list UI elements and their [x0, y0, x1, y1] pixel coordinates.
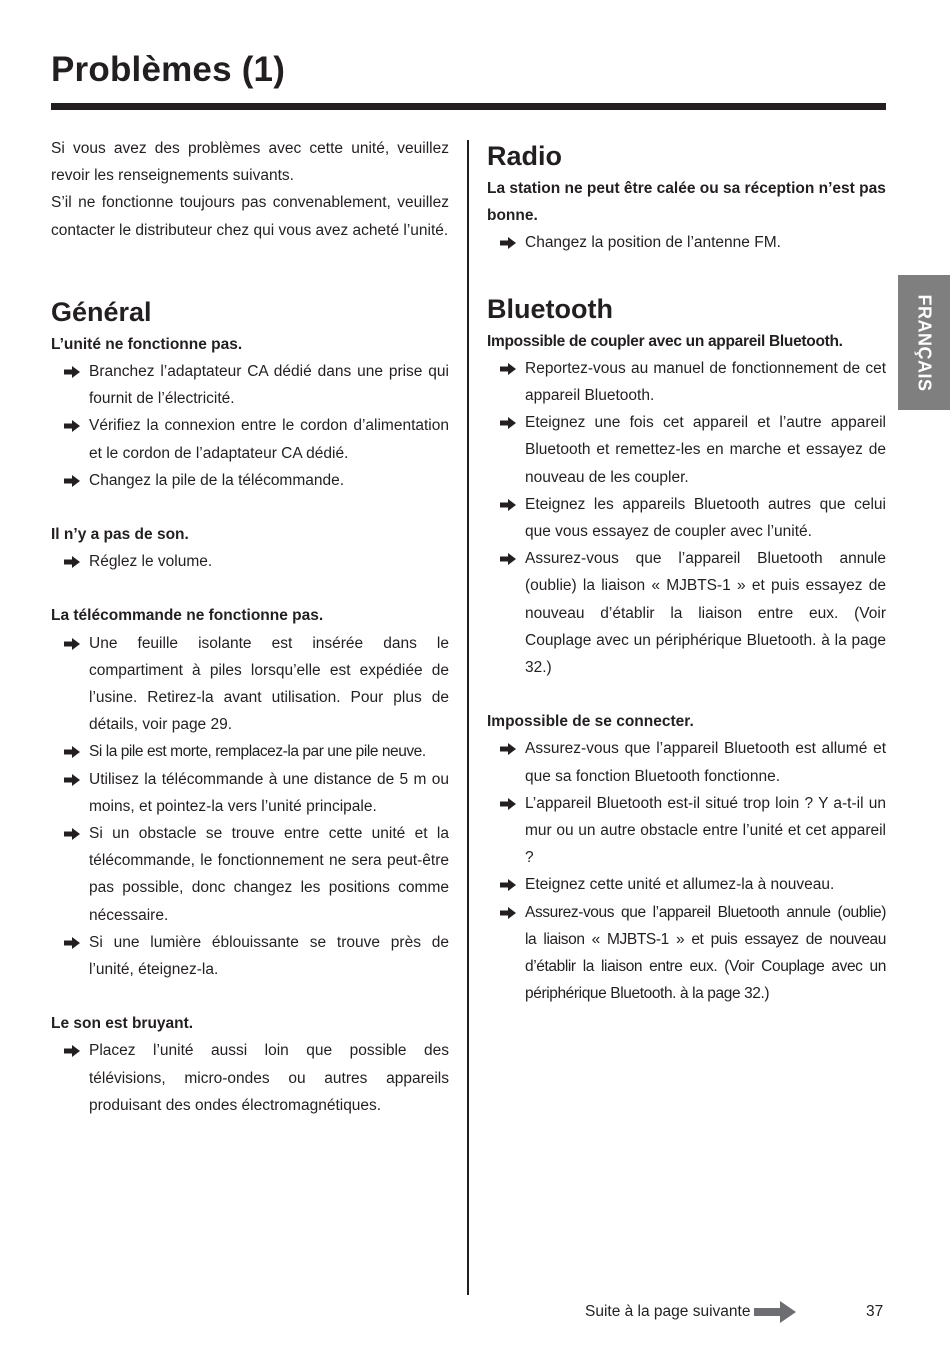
continue-note [585, 1300, 796, 1324]
question: La télécommande ne fonctionne pas. [51, 607, 324, 625]
question: Impossible de se connecter. [487, 713, 694, 731]
intro [51, 135, 449, 244]
language-tab [898, 275, 950, 410]
answer-item [51, 738, 449, 765]
arrow-right-icon [64, 1037, 82, 1064]
column-divider [467, 140, 469, 1295]
answer-text: Vérifiez la connexion entre le cordon d’alimentation et le cordon de l’adaptateur CA dédié. [89, 417, 449, 462]
arrow-right-icon [64, 358, 82, 385]
question: Impossible de coupler avec un appareil Bluetooth. [487, 332, 843, 350]
answer-text: Assurez-vous que l’appareil Bluetooth est allumé et que sa fonction Bluetooth fonctionne. [525, 740, 886, 785]
arrow-right-icon [500, 545, 518, 572]
answer-item [487, 229, 886, 256]
answer-list [487, 735, 886, 1007]
answer-list [487, 355, 886, 681]
answer-text: Eteignez une fois cet appareil et l’autre appareil Bluetooth et remettez-les en marche et essayez de nouveau de les coupler. [525, 414, 886, 486]
answer-list [487, 229, 886, 256]
arrow-right-icon [500, 355, 518, 382]
continue-text: Suite à la page suivante [585, 1303, 751, 1320]
answer-item [51, 412, 449, 466]
answer-item [487, 735, 886, 789]
arrow-right-icon [64, 766, 82, 793]
arrow-right-icon [500, 409, 518, 436]
answer-text: Branchez l’adaptateur CA dédié dans une prise qui fournit de l’électricité. [89, 363, 449, 408]
answer-text: Une feuille isolante est insérée dans le compartiment à piles lorsqu’elle est expédiée de l’usine. Retirez-la avant utilisation. Pour plus de détails, voir page 29. [89, 634, 449, 734]
answer-item [487, 355, 886, 409]
arrow-right-icon [500, 790, 518, 817]
arrow-right-icon [64, 412, 82, 439]
answer-item [487, 545, 886, 681]
arrow-right-icon [500, 871, 518, 898]
right-column [487, 135, 886, 1007]
answer-text: Reportez-vous au manuel de fonctionnement de cet appareil Bluetooth. [525, 359, 886, 405]
question: La station ne peut être calée ou sa réception n’est pas bonne. [487, 180, 886, 225]
page-title: Problèmes (1) [51, 50, 286, 89]
answer-text: Si une lumière éblouissante se trouve près de l’unité, éteignez-la. [89, 933, 449, 979]
answer-item [51, 548, 449, 575]
answer-text: Placez l’unité aussi loin que possible des télévisions, micro-ondes ou autres appareils produisant des ondes électromagnétiques. [89, 1042, 449, 1114]
answer-item [51, 766, 449, 820]
answer-text: Réglez le volume. [89, 553, 213, 571]
arrow-right-icon [64, 548, 82, 575]
answer-item [487, 899, 886, 1008]
answer-text: Eteignez les appareils Bluetooth autres que celui que vous essayez de coupler avec l’unité. [525, 495, 886, 541]
title-rule [51, 103, 886, 110]
section-heading-bluetooth: Bluetooth [487, 293, 613, 324]
answer-item [51, 1037, 449, 1119]
section-heading-general: Général [51, 296, 152, 327]
arrow-right-icon [64, 630, 82, 657]
question: Le son est bruyant. [51, 1015, 194, 1033]
intro-paragraph: Si vous avez des problèmes avec cette unité, veuillez revoir les renseignements suivants. [51, 140, 449, 185]
answer-item [51, 467, 449, 494]
answer-text: Si un obstacle se trouve entre cette unité et la télécommande, le fonctionnement ne sera peut-être pas possible, donc changez les positions comme nécessaire. [89, 825, 449, 924]
language-tab-label: FRANÇAIS [914, 294, 935, 391]
arrow-right-icon [500, 899, 518, 926]
answer-text: Changez la pile de la télécommande. [89, 471, 345, 489]
answer-item [487, 491, 886, 545]
answer-list [51, 630, 449, 984]
arrow-right-icon [754, 1301, 796, 1323]
page-number: 37 [866, 1303, 884, 1320]
answer-item [51, 630, 449, 739]
answer-item [487, 790, 886, 872]
intro-paragraph: S’il ne fonctionne toujours pas convenablement, veuillez contacter le distributeur chez qui vous avez acheté l’unité. [51, 194, 449, 239]
answer-list [51, 358, 449, 494]
arrow-right-icon [64, 929, 82, 956]
answer-list [51, 1037, 449, 1119]
question: L’unité ne fonctionne pas. [51, 335, 243, 353]
answer-text: Utilisez la télécommande à une distance de 5 m ou moins, et pointez-la vers l’unité principale. [89, 770, 449, 815]
answer-text: Assurez-vous que l’appareil Bluetooth annule (oublie) la liaison « MJBTS-1 » et puis essayez de nouveau d’établir la liaison entre eux. (Voir Couplage avec un périphérique Bluetooth. à la page 32.) [525, 903, 886, 1003]
answer-item [51, 358, 449, 412]
answer-text: Assurez-vous que l’appareil Bluetooth annule (oublie) la liaison « MJBTS-1 » et puis essayez de nouveau d’établir la liaison entre eux. (Voir Couplage avec un périphérique Bluetooth. à la page 32.) [525, 550, 886, 677]
arrow-right-icon [500, 491, 518, 518]
answer-item [51, 929, 449, 983]
answer-list [51, 548, 449, 575]
answer-text: Eteignez cette unité et allumez-la à nouveau. [525, 876, 835, 894]
arrow-right-icon [64, 467, 82, 494]
arrow-right-icon [64, 738, 82, 765]
answer-item [487, 871, 886, 898]
answer-item [487, 409, 886, 491]
answer-text: Changez la position de l’antenne FM. [525, 234, 781, 252]
arrow-right-icon [64, 820, 82, 847]
section-heading-radio: Radio [487, 141, 563, 171]
left-column [51, 135, 449, 1119]
answer-text: L’appareil Bluetooth est-il situé trop loin ? Y a-t-il un mur ou un autre obstacle entre l’unité et cet appareil ? [525, 794, 886, 867]
answer-text: Si la pile est morte, remplacez-la par une pile neuve. [89, 743, 426, 761]
question: Il n’y a pas de son. [51, 526, 189, 544]
arrow-right-icon [500, 229, 518, 256]
arrow-right-icon [500, 735, 518, 762]
answer-item [51, 820, 449, 929]
